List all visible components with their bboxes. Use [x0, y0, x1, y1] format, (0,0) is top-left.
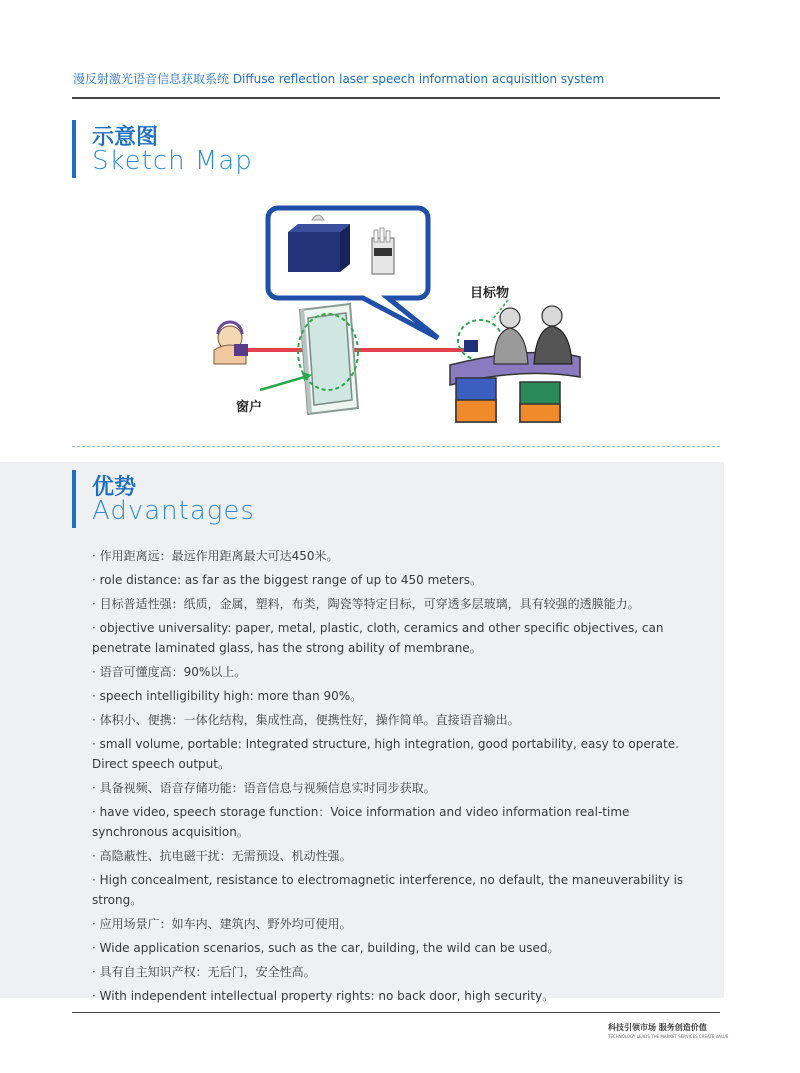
sketch-title-en: Sketch Map — [92, 146, 253, 176]
window-arrow — [260, 376, 308, 390]
advantages-section-bar — [72, 470, 76, 528]
listener-figure — [214, 322, 248, 364]
list-item: · 具有自主知识产权：无后门，安全性高。 — [92, 965, 316, 979]
header-title: 漫反射激光语音信息获取系统 Diffuse reflection laser speech information acquisition system — [73, 72, 605, 86]
header-divider — [72, 97, 720, 99]
list-item: · 高隐蔽性、抗电磁干扰：无需预设、机动性强。 — [92, 849, 352, 863]
list-item: · 语音可懂度高：90%以上。 — [92, 665, 247, 679]
list-item: · objective universality: paper, metal, plastic, cloth, ceramics and other specific objectives, can penetrate laminated glass, has the strong ability of membrane。 — [92, 621, 664, 655]
footer-slogan-cn: 科技引领市场 服务创造价值 — [608, 1023, 707, 1032]
list-item: · 作用距离远：最远作用距离最大可达450米。 — [92, 549, 339, 563]
target-object — [464, 340, 478, 352]
list-item: · With independent intellectual property rights: no back door, high security。 — [92, 989, 555, 1003]
window-label: 窗户 — [236, 400, 263, 415]
advantages-title-en: Advantages — [92, 496, 255, 526]
list-item: · Wide application scenarios, such as the car, building, the wild can be used。 — [92, 941, 560, 955]
list-item: · small volume, portable: Integrated structure, high integration, good portability, easy to operate. Direct speech output。 — [92, 737, 679, 771]
advantages-title-cn: 优势 — [92, 475, 137, 500]
sketch-section-bar — [72, 120, 76, 178]
section-divider — [72, 446, 720, 447]
sketch-diagram — [200, 200, 600, 440]
speech-bubble — [268, 208, 438, 338]
list-item: · have video, speech storage function：Voice information and video information real-time synchronous acquisition。 — [92, 805, 630, 839]
list-item: · speech intelligibility high: more than 90%。 — [92, 689, 363, 703]
sketch-title-cn: 示意图 — [92, 125, 159, 150]
list-item: · 目标普适性强：纸质，金属，塑料，布类，陶瓷等特定目标，可穿透多层玻璃，具有较强的透膜能力。 — [92, 597, 640, 611]
window-frame — [300, 304, 358, 414]
list-item: · 具备视频、语音存储功能：语音信息与视频信息实时同步获取。 — [92, 781, 436, 795]
list-item: · High concealment, resistance to electromagnetic interference, no default, the maneuverability is strong。 — [92, 873, 684, 907]
list-item: · role distance: as far as the biggest range of up to 450 meters。 — [92, 573, 482, 587]
advantages-list — [92, 546, 702, 1010]
target-label: 目标物 — [470, 286, 510, 301]
footer-slogan-en: TECHNOLOGY LEADS THE MARKET SERVICES CREATE VALUE — [608, 1034, 729, 1039]
list-item: · 应用场景广：如车内、建筑内、野外均可使用。 — [92, 917, 352, 931]
footer-divider — [72, 1012, 720, 1013]
laser-beam — [248, 348, 478, 352]
list-item: · 体积小、便携：一体化结构，集成性高，便携性好，操作简单。直接语音输出。 — [92, 713, 520, 727]
